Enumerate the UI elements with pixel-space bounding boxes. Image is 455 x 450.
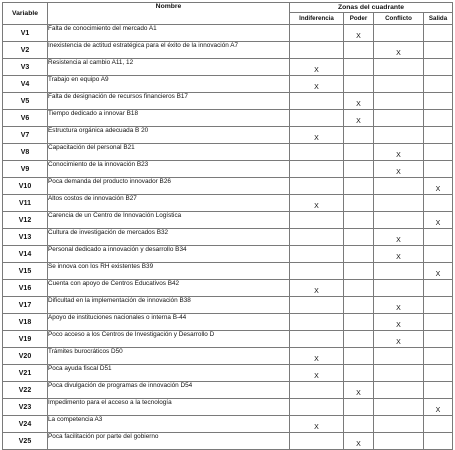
zone-cell-poder [344, 297, 374, 314]
zone-cell-conflicto [374, 297, 424, 314]
zone-cell-salida [424, 433, 453, 450]
zone-cell-poder [344, 127, 374, 144]
zone-cell-indiferencia [290, 59, 344, 76]
zone-cell-poder [344, 161, 374, 178]
zone-cell-conflicto [374, 110, 424, 127]
zone-cell-poder [344, 331, 374, 348]
variable-cell: V25 [3, 433, 48, 450]
table-row [3, 229, 453, 246]
zone-cell-salida [424, 178, 453, 195]
zone-cell-poder [344, 263, 374, 280]
name-cell: Cuenta con apoyo de Centros Educativos B42 [48, 280, 290, 297]
zone-cell-conflicto [374, 178, 424, 195]
name-cell: Personal dedicado a innovación y desarrollo B34 [48, 246, 290, 263]
table-row [3, 25, 453, 42]
zone-mark: X [396, 339, 401, 346]
header-zone-conflicto: Conflicto [374, 13, 424, 25]
header-zone-salida: Salida [424, 13, 453, 25]
zone-cell-indiferencia [290, 127, 344, 144]
zone-cell-conflicto [374, 280, 424, 297]
zone-cell-salida [424, 110, 453, 127]
zone-cell-poder [344, 195, 374, 212]
zone-cell-poder [344, 178, 374, 195]
name-cell: Carencia de un Centro de Innovación Logística [48, 212, 290, 229]
variable-cell: V11 [3, 195, 48, 212]
variable-cell: V14 [3, 246, 48, 263]
zone-mark: X [356, 33, 361, 40]
zone-cell-salida [424, 399, 453, 416]
zone-cell-conflicto [374, 348, 424, 365]
zone-cell-salida [424, 76, 453, 93]
zone-mark: X [396, 254, 401, 261]
zone-cell-conflicto [374, 246, 424, 263]
variable-cell: V4 [3, 76, 48, 93]
table-row [3, 314, 453, 331]
zone-mark: X [314, 135, 319, 142]
zone-cell-indiferencia [290, 246, 344, 263]
zone-cell-salida [424, 297, 453, 314]
zone-cell-conflicto [374, 25, 424, 42]
zone-cell-conflicto [374, 382, 424, 399]
zone-mark: X [396, 169, 401, 176]
zone-cell-conflicto [374, 331, 424, 348]
variable-cell: V23 [3, 399, 48, 416]
table-row [3, 331, 453, 348]
zone-cell-indiferencia [290, 212, 344, 229]
zone-mark: X [314, 84, 319, 91]
variable-cell: V15 [3, 263, 48, 280]
name-cell: Se innova con los RH existentes B39 [48, 263, 290, 280]
zone-cell-conflicto [374, 399, 424, 416]
zone-cell-salida [424, 382, 453, 399]
zone-mark: X [356, 441, 361, 448]
name-cell: Altos costos de innovación B27 [48, 195, 290, 212]
zone-cell-indiferencia [290, 76, 344, 93]
zone-cell-salida [424, 314, 453, 331]
zone-cell-poder [344, 42, 374, 59]
zone-cell-indiferencia [290, 161, 344, 178]
zone-cell-poder [344, 229, 374, 246]
zone-cell-conflicto [374, 433, 424, 450]
zone-cell-poder [344, 433, 374, 450]
zone-cell-indiferencia [290, 365, 344, 382]
zone-cell-indiferencia [290, 399, 344, 416]
variable-cell: V7 [3, 127, 48, 144]
table-row [3, 161, 453, 178]
zone-cell-conflicto [374, 365, 424, 382]
zone-cell-poder [344, 280, 374, 297]
zone-cell-poder [344, 416, 374, 433]
zone-cell-salida [424, 348, 453, 365]
header-zone-indiferencia: Indiferencia [290, 13, 344, 25]
zone-cell-salida [424, 25, 453, 42]
zone-cell-salida [424, 212, 453, 229]
variable-cell: V22 [3, 382, 48, 399]
name-cell: Tiempo dedicado a innovar B18 [48, 110, 290, 127]
zone-cell-poder [344, 246, 374, 263]
zone-cell-salida [424, 331, 453, 348]
zone-mark: X [356, 101, 361, 108]
zone-cell-salida [424, 161, 453, 178]
zone-cell-conflicto [374, 314, 424, 331]
name-cell: Poca demanda del producto innovador B26 [48, 178, 290, 195]
zone-cell-indiferencia [290, 331, 344, 348]
quadrant-zones-table [2, 2, 453, 450]
variable-cell: V5 [3, 93, 48, 110]
zone-mark: X [435, 220, 441, 227]
name-cell: Trabajo en equipo A9 [48, 76, 290, 93]
zone-cell-conflicto [374, 229, 424, 246]
name-cell: Poco acceso a los Centros de Investigación y Desarrollo D [48, 331, 290, 348]
table-row [3, 263, 453, 280]
zone-cell-salida [424, 144, 453, 161]
zone-cell-poder [344, 348, 374, 365]
zone-cell-salida [424, 127, 453, 144]
zone-cell-salida [424, 229, 453, 246]
zone-mark: X [356, 118, 361, 125]
variable-cell: V6 [3, 110, 48, 127]
table-row [3, 212, 453, 229]
variable-cell: V10 [3, 178, 48, 195]
zone-cell-indiferencia [290, 93, 344, 110]
zone-cell-indiferencia [290, 280, 344, 297]
zone-mark: X [396, 50, 401, 57]
table-row [3, 76, 453, 93]
zone-cell-poder [344, 399, 374, 416]
zone-mark: X [396, 152, 401, 159]
name-cell: Dificultad en la implementación de innovación B38 [48, 297, 290, 314]
zone-cell-indiferencia [290, 195, 344, 212]
zone-cell-conflicto [374, 195, 424, 212]
zone-mark: X [314, 356, 319, 363]
zone-cell-salida [424, 416, 453, 433]
zone-cell-indiferencia [290, 348, 344, 365]
zone-cell-salida [424, 195, 453, 212]
variable-cell: V12 [3, 212, 48, 229]
name-cell: Conocimiento de la innovación B23 [48, 161, 290, 178]
table-row [3, 348, 453, 365]
table-row [3, 297, 453, 314]
table-row [3, 127, 453, 144]
name-cell: Falta de designación de recursos financieros B17 [48, 93, 290, 110]
table-row [3, 399, 453, 416]
name-cell: Resistencia al cambio A11, 12 [48, 59, 290, 76]
zone-mark: X [314, 424, 319, 431]
zone-cell-indiferencia [290, 144, 344, 161]
zone-cell-indiferencia [290, 382, 344, 399]
table-row [3, 93, 453, 110]
zone-cell-indiferencia [290, 25, 344, 42]
zone-cell-poder [344, 314, 374, 331]
name-cell: Capacitación del personal B21 [48, 144, 290, 161]
zone-cell-poder [344, 25, 374, 42]
zone-cell-conflicto [374, 144, 424, 161]
zone-cell-salida [424, 93, 453, 110]
table-row [3, 416, 453, 433]
variable-cell: V9 [3, 161, 48, 178]
zone-mark: X [435, 186, 441, 193]
zone-mark: X [356, 390, 361, 397]
table-row [3, 195, 453, 212]
zone-mark: X [314, 203, 319, 210]
variable-cell: V16 [3, 280, 48, 297]
table-row [3, 42, 453, 59]
zone-cell-conflicto [374, 161, 424, 178]
name-cell: Cultura de investigación de mercados B32 [48, 229, 290, 246]
name-cell: La competencia A3 [48, 416, 290, 433]
zone-cell-indiferencia [290, 263, 344, 280]
variable-cell: V17 [3, 297, 48, 314]
header-zones: Zonas del cuadrante [290, 3, 453, 13]
header-zone-poder: Poder [344, 13, 374, 25]
zone-cell-poder [344, 212, 374, 229]
zone-cell-indiferencia [290, 416, 344, 433]
zone-cell-indiferencia [290, 297, 344, 314]
variable-cell: V1 [3, 25, 48, 42]
zone-cell-poder [344, 110, 374, 127]
zone-mark: X [435, 407, 441, 414]
variable-cell: V8 [3, 144, 48, 161]
table-row [3, 110, 453, 127]
zone-cell-conflicto [374, 212, 424, 229]
variable-cell: V24 [3, 416, 48, 433]
zone-cell-indiferencia [290, 433, 344, 450]
zone-mark: X [396, 305, 401, 312]
variable-cell: V2 [3, 42, 48, 59]
variable-cell: V19 [3, 331, 48, 348]
zone-cell-salida [424, 365, 453, 382]
zone-cell-salida [424, 42, 453, 59]
name-cell: Trámites burocráticos D50 [48, 348, 290, 365]
table-row [3, 178, 453, 195]
table-row [3, 246, 453, 263]
name-cell: Estructura orgánica adecuada B 20 [48, 127, 290, 144]
zone-cell-conflicto [374, 93, 424, 110]
zone-cell-salida [424, 280, 453, 297]
zone-cell-poder [344, 59, 374, 76]
zone-cell-indiferencia [290, 110, 344, 127]
zone-cell-indiferencia [290, 42, 344, 59]
zone-cell-poder [344, 76, 374, 93]
variable-cell: V21 [3, 365, 48, 382]
name-cell: Poca facilitación por parte del gobierno [48, 433, 290, 450]
table-row [3, 365, 453, 382]
table-row [3, 382, 453, 399]
zone-cell-salida [424, 246, 453, 263]
table-row [3, 59, 453, 76]
name-cell: Poca divulgación de programas de innovación D54 [48, 382, 290, 399]
zone-cell-conflicto [374, 127, 424, 144]
zone-mark: X [314, 288, 319, 295]
name-cell: Poca ayuda fiscal D51 [48, 365, 290, 382]
name-cell: Apoyo de instituciones nacionales o interna B-44 [48, 314, 290, 331]
table-row [3, 433, 453, 450]
name-cell: Inexistencia de actitud estratégica para el éxito de la innovación A7 [48, 42, 290, 59]
variable-cell: V18 [3, 314, 48, 331]
zone-mark: X [435, 271, 441, 278]
zone-cell-poder [344, 365, 374, 382]
zone-cell-indiferencia [290, 178, 344, 195]
zone-cell-indiferencia [290, 314, 344, 331]
zone-cell-poder [344, 382, 374, 399]
header-name: Nombre [48, 3, 290, 25]
zone-cell-poder [344, 144, 374, 161]
header-variable: Variable [3, 3, 48, 25]
table-row [3, 144, 453, 161]
zone-cell-conflicto [374, 416, 424, 433]
table-row [3, 280, 453, 297]
zone-cell-salida [424, 263, 453, 280]
zone-mark: X [314, 373, 319, 380]
table-body [3, 25, 453, 450]
variable-cell: V3 [3, 59, 48, 76]
name-cell: Impedimento para el acceso a la tecnología [48, 399, 290, 416]
zone-cell-conflicto [374, 263, 424, 280]
zone-mark: X [396, 322, 401, 329]
variable-cell: V13 [3, 229, 48, 246]
name-cell: Falta de conocimiento del mercado A1 [48, 25, 290, 42]
zone-mark: X [396, 237, 401, 244]
zone-cell-indiferencia [290, 229, 344, 246]
zone-cell-conflicto [374, 59, 424, 76]
zone-mark: X [314, 67, 319, 74]
zone-cell-salida [424, 59, 453, 76]
variable-cell: V20 [3, 348, 48, 365]
zone-cell-conflicto [374, 42, 424, 59]
zone-cell-conflicto [374, 76, 424, 93]
zone-cell-poder [344, 93, 374, 110]
